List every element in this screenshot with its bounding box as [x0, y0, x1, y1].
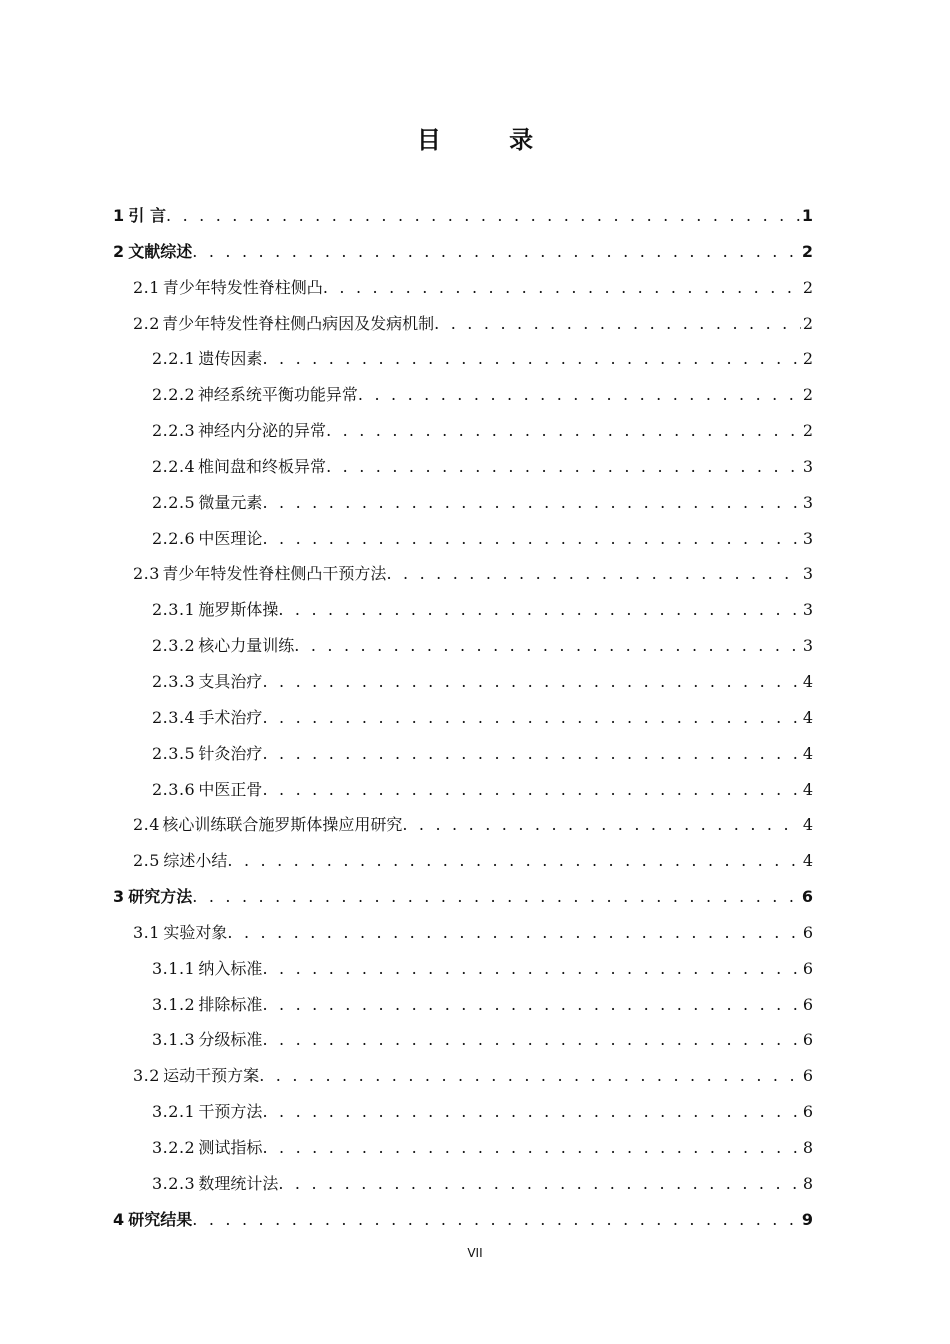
toc-entry[interactable]	[113, 234, 813, 270]
toc-entry-page: 2	[802, 385, 813, 405]
dot-leader	[262, 485, 800, 521]
toc-entry-number: 2.5	[133, 851, 160, 871]
dot-leader	[259, 1058, 801, 1094]
toc-entry-number: 1	[113, 206, 125, 225]
toc-entry[interactable]	[152, 736, 813, 772]
dot-leader	[262, 1130, 800, 1166]
toc-entry-number: 2.2.1	[152, 349, 196, 369]
toc-entry-label: 手术治疗	[198, 707, 263, 727]
toc-entry-number: 3	[113, 887, 125, 907]
toc-entry-page: 2	[802, 421, 813, 441]
toc-entry-label: 分级标准	[198, 1030, 263, 1050]
toc-entry-number: 2.2.3	[152, 421, 196, 441]
toc-entry[interactable]	[152, 772, 813, 808]
toc-entry-page: 6	[802, 958, 813, 978]
toc-entry-page: 2	[802, 313, 813, 333]
toc-entry-page: 4	[802, 815, 813, 835]
toc-entry[interactable]	[152, 664, 813, 700]
toc-entry[interactable]	[152, 521, 813, 557]
toc-entry[interactable]	[152, 1022, 813, 1058]
toc-entry[interactable]	[113, 198, 813, 234]
toc-entry-label: 神经系统平衡功能异常	[197, 385, 358, 405]
toc-entry-page: 4	[802, 851, 813, 871]
toc-entry-label: 数理统计法	[198, 1173, 279, 1193]
toc-entry[interactable]	[133, 306, 813, 342]
dot-leader	[294, 628, 801, 664]
toc-entry-label: 神经内分泌的异常	[198, 421, 327, 441]
toc-title: 目 录	[416, 126, 564, 154]
toc-entry-label: 核心训练联合施罗斯体操应用研究	[162, 815, 403, 835]
toc-entry-number: 2.3	[133, 564, 160, 584]
dot-leader	[192, 1202, 800, 1238]
toc-entry-number: 2.3.2	[152, 636, 196, 656]
toc-entry-page: 3	[802, 492, 813, 512]
dot-leader	[434, 306, 801, 342]
toc-entry-page: 8	[802, 1137, 813, 1157]
toc-entry[interactable]	[152, 377, 813, 413]
toc-entry-page: 6	[802, 1102, 813, 1122]
dot-leader	[227, 915, 800, 951]
dot-leader	[227, 843, 800, 879]
toc-entry-page: 2	[802, 277, 813, 297]
toc-entry-page: 4	[802, 779, 813, 799]
dot-leader	[386, 556, 800, 592]
toc-entry-page: 9	[801, 1209, 813, 1229]
toc-entry-number: 2.2.4	[152, 456, 196, 476]
toc-entry-number: 3.2	[133, 1066, 160, 1086]
page-number: VII	[467, 1246, 483, 1260]
toc-entry-page: 6	[802, 994, 813, 1014]
toc-entry-number: 2.3.5	[152, 743, 196, 763]
dot-leader	[326, 449, 801, 485]
toc-entry-page: 6	[801, 887, 813, 907]
table-of-contents	[0, 198, 950, 1237]
toc-entry-page: 8	[802, 1173, 813, 1193]
toc-entry[interactable]	[152, 700, 813, 736]
toc-entry[interactable]	[152, 1166, 813, 1202]
toc-entry-label: 文献综述	[128, 241, 193, 261]
dot-leader	[278, 592, 800, 628]
toc-entry-number: 2	[113, 241, 125, 261]
toc-entry-label: 核心力量训练	[198, 636, 295, 656]
dot-leader	[402, 807, 800, 843]
dot-leader	[326, 413, 801, 449]
toc-entry[interactable]	[133, 556, 813, 592]
toc-entry-label: 施罗斯体操	[198, 600, 279, 620]
dot-leader	[262, 341, 800, 377]
toc-entry-number: 3.2.2	[152, 1137, 196, 1157]
toc-entry[interactable]	[152, 987, 813, 1023]
toc-entry-label: 运动干预方案	[163, 1066, 260, 1086]
dot-leader	[262, 1022, 800, 1058]
dot-leader	[166, 198, 800, 234]
toc-entry-page: 4	[802, 707, 813, 727]
toc-entry-number: 3.1.3	[152, 1030, 196, 1050]
dot-leader	[358, 377, 801, 413]
dot-leader	[262, 700, 800, 736]
toc-entry-label: 中医正骨	[198, 779, 263, 799]
dot-leader	[192, 879, 800, 915]
toc-entry-label: 遗传因素	[198, 349, 263, 369]
toc-entry-number: 2.1	[133, 277, 160, 297]
toc-entry-number: 3.1.1	[152, 958, 196, 978]
toc-entry-label: 研究结果	[128, 1209, 193, 1229]
toc-entry-number: 2.2.5	[152, 492, 196, 512]
toc-entry-number: 2.2	[133, 313, 160, 333]
toc-entry-label: 支具治疗	[198, 671, 263, 691]
toc-entry[interactable]	[152, 592, 813, 628]
dot-leader	[278, 1166, 800, 1202]
toc-entry-number: 2.2.6	[152, 528, 196, 548]
toc-entry-label: 测试指标	[198, 1137, 263, 1157]
toc-entry[interactable]	[152, 1094, 813, 1130]
toc-entry-number: 2.3.3	[152, 671, 196, 691]
toc-entry-page: 3	[802, 600, 813, 620]
toc-entry-label: 微量元素	[198, 492, 263, 512]
dot-leader	[262, 772, 800, 808]
toc-entry-page: 6	[802, 922, 813, 942]
toc-entry-number: 3.1	[133, 922, 160, 942]
toc-entry-page: 4	[802, 671, 813, 691]
toc-entry-label: 综述小结	[163, 851, 228, 871]
dot-leader	[262, 521, 800, 557]
toc-entry[interactable]	[133, 915, 813, 951]
toc-entry-page: 1	[801, 206, 813, 225]
toc-entry-number: 3.2.1	[152, 1102, 196, 1122]
toc-entry-page: 3	[802, 636, 813, 656]
toc-entry[interactable]	[133, 843, 813, 879]
toc-entry-page: 3	[802, 564, 813, 584]
toc-entry-page: 4	[802, 743, 813, 763]
toc-entry-page: 2	[801, 241, 813, 261]
toc-entry-page: 3	[802, 528, 813, 548]
toc-entry[interactable]	[152, 341, 813, 377]
toc-entry-label: 青少年特发性脊柱侧凸病因及发病机制	[162, 313, 435, 333]
toc-entry[interactable]	[152, 951, 813, 987]
toc-entry-number: 2.3.4	[152, 707, 196, 727]
dot-leader	[262, 736, 800, 772]
toc-entry-label: 青少年特发性脊柱侧凸	[162, 277, 323, 297]
dot-leader	[262, 1094, 800, 1130]
toc-entry-label: 纳入标准	[198, 958, 263, 978]
toc-entry-page: 2	[802, 349, 813, 369]
toc-entry-number: 4	[113, 1209, 125, 1229]
toc-entry-label: 青少年特发性脊柱侧凸干预方法	[162, 564, 387, 584]
toc-entry-label: 排除标准	[198, 994, 263, 1014]
dot-leader	[323, 270, 801, 306]
toc-entry-number: 3.2.3	[152, 1173, 196, 1193]
toc-entry-label: 研究方法	[128, 887, 193, 907]
dot-leader	[262, 951, 800, 987]
toc-entry-label: 引 言	[128, 206, 166, 225]
toc-entry[interactable]	[133, 1058, 813, 1094]
dot-leader	[192, 234, 800, 270]
toc-entry-number: 2.4	[133, 815, 160, 835]
toc-entry[interactable]	[152, 628, 813, 664]
toc-entry-number: 2.3.6	[152, 779, 196, 799]
toc-entry[interactable]	[152, 413, 813, 449]
toc-entry[interactable]	[152, 1130, 813, 1166]
toc-entry[interactable]	[152, 485, 813, 521]
toc-entry-number: 2.3.1	[152, 600, 196, 620]
toc-entry-label: 中医理论	[198, 528, 263, 548]
toc-entry-label: 干预方法	[198, 1102, 263, 1122]
toc-entry[interactable]	[113, 879, 813, 915]
toc-entry[interactable]	[113, 1202, 813, 1238]
toc-entry-page: 3	[802, 456, 813, 476]
dot-leader	[262, 987, 800, 1023]
toc-entry-number: 3.1.2	[152, 994, 196, 1014]
toc-entry-label: 椎间盘和终板异常	[198, 456, 327, 476]
toc-entry-label: 针灸治疗	[198, 743, 263, 763]
toc-entry-number: 2.2.2	[152, 385, 196, 405]
dot-leader	[262, 664, 800, 700]
toc-entry[interactable]	[133, 807, 813, 843]
toc-entry-label: 实验对象	[163, 922, 228, 942]
toc-entry-page: 6	[802, 1066, 813, 1086]
toc-entry-page: 6	[802, 1030, 813, 1050]
toc-entry[interactable]	[152, 449, 813, 485]
toc-entry[interactable]	[133, 270, 813, 306]
